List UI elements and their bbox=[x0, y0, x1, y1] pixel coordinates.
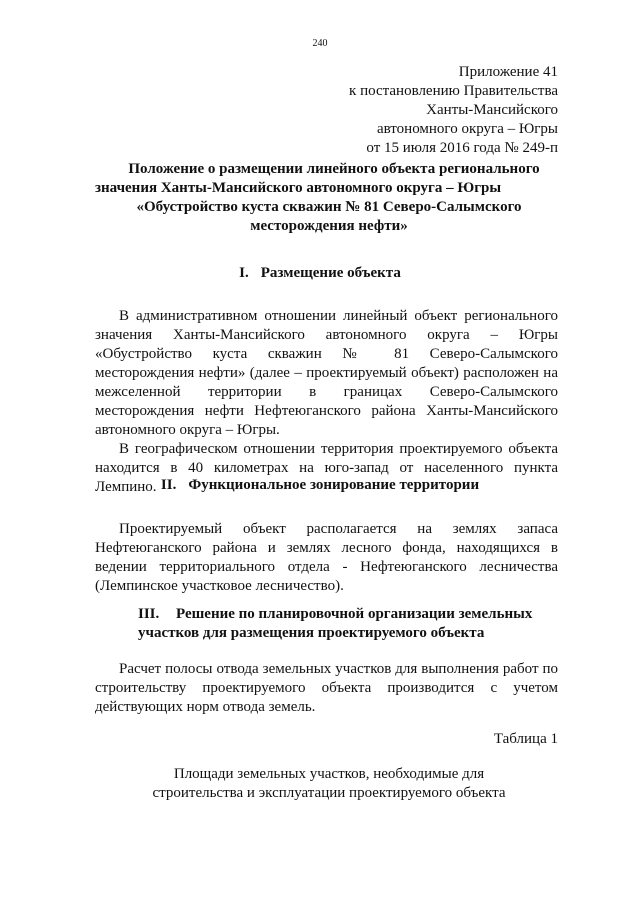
caption-line: строительства и эксплуатации проектируемого объекта bbox=[152, 785, 506, 801]
paragraph: Расчет полосы отвода земельных участков для выполнения работ по строительству проектируемого объекта производится с учетом действующих норм отвода земель. bbox=[95, 661, 558, 715]
annex-line: от 15 июля 2016 года № 249-п bbox=[366, 140, 558, 156]
section-2-heading bbox=[0, 476, 640, 495]
table-caption bbox=[95, 765, 563, 803]
title-line: Положение о размещении линейного объекта регионального bbox=[128, 161, 540, 177]
annex-line: Ханты-Мансийского bbox=[426, 102, 558, 118]
paragraph: В административном отношении линейный объект регионального значения Ханты-Мансийского автономного округа – Югры «Обустройство куста скважин № 81 Северо-Салымского месторождения нефти» (далее – проектируемый объект) расположен на межселенной территории в границах Северо-Салымского месторождения нефти Нефтеюганского района Ханты-Мансийского автономного округа – Югры. bbox=[95, 308, 558, 438]
title-line: месторождения нефти» bbox=[250, 218, 408, 234]
section-number: II. bbox=[160, 477, 177, 493]
page-number: 240 bbox=[312, 38, 328, 49]
paragraph: В географическом отношении территория проектируемого объекта находится в 40 километрах на юго-запад от населенного пункта Лемпино. bbox=[95, 441, 558, 495]
table-label: Таблица 1 bbox=[493, 731, 558, 747]
section-number: I. bbox=[239, 265, 249, 281]
section-title: Размещение объекта bbox=[260, 265, 401, 281]
annex-block bbox=[349, 63, 558, 158]
title-line: «Обустройство куста скважин № 81 Северо-Салымского bbox=[136, 199, 522, 215]
section-2-body bbox=[95, 520, 558, 596]
annex-line: автономного округа – Югры bbox=[376, 121, 558, 137]
annex-line: к постановлению Правительства bbox=[349, 83, 558, 99]
section-3-heading bbox=[95, 605, 563, 643]
section-title: Функциональное зонирование территории bbox=[188, 477, 480, 493]
section-title-line: участков для размещения проектируемого объекта bbox=[138, 625, 485, 641]
annex-line: Приложение 41 bbox=[458, 64, 558, 80]
section-1-body bbox=[95, 307, 558, 497]
caption-line: Площади земельных участков, необходимые для bbox=[173, 766, 485, 782]
paragraph: Проектируемый объект располагается на землях запаса Нефтеюганского района и землях лесного фонда, находящихся в ведении территориального отдела - Нефтеюганского лесничества (Лемпинское участковое лесничество). bbox=[95, 521, 558, 594]
title-line: значения Ханты-Мансийского автономного округа – Югры bbox=[95, 180, 502, 196]
section-3-body bbox=[95, 660, 558, 717]
section-number: III. bbox=[138, 606, 160, 622]
section-title-line: Решение по планировочной организации земельных bbox=[176, 606, 533, 622]
section-1-heading bbox=[0, 264, 640, 283]
document-title bbox=[95, 160, 563, 236]
